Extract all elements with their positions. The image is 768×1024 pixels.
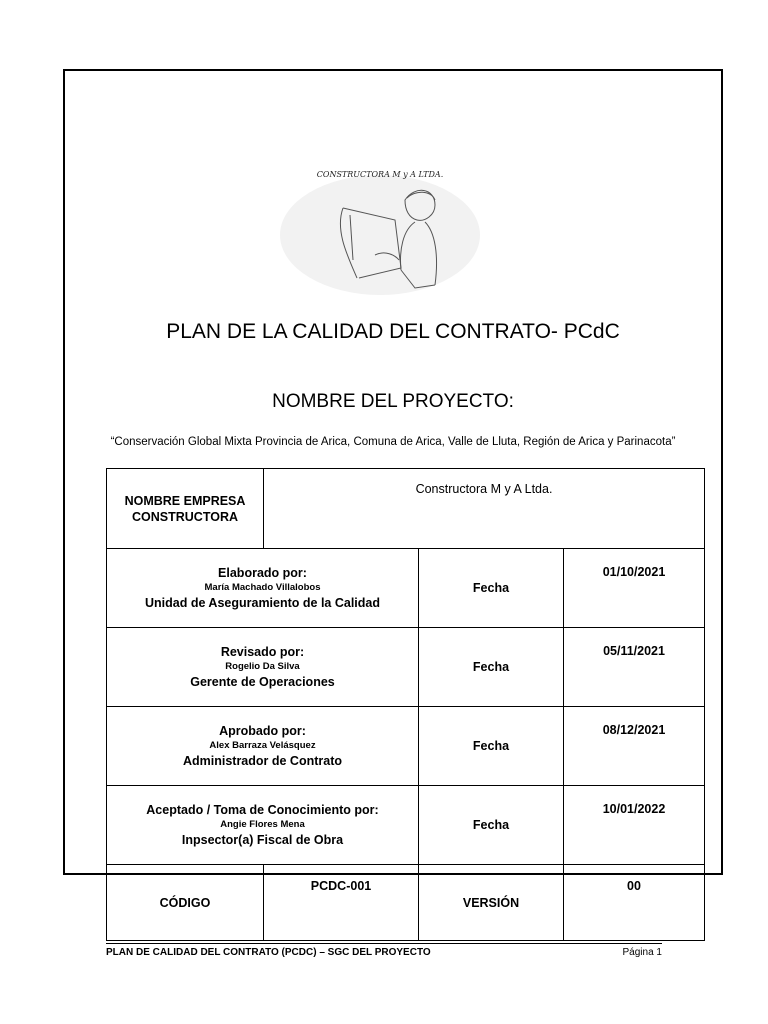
date-value: 05/11/2021: [564, 628, 705, 707]
page-footer: [106, 943, 662, 958]
date-label: Fecha: [419, 786, 564, 865]
approval-role: Revisado por:: [220, 645, 305, 659]
approval-role: Elaborado por:: [218, 566, 307, 580]
version-label: VERSIÓN: [419, 865, 564, 941]
approval-role-cell: [107, 707, 419, 786]
approval-person: María Machado Villalobos: [204, 582, 321, 593]
logo-text: CONSTRUCTORA M y A LTDA.: [316, 170, 444, 179]
approval-role-cell: [107, 549, 419, 628]
approval-role-cell: [107, 628, 419, 707]
company-row: [107, 469, 705, 549]
company-label-line2: CONSTRUCTORA: [131, 509, 239, 524]
company-logo: [275, 160, 485, 300]
approval-person: Angie Flores Mena: [220, 819, 305, 830]
approval-unit: Administrador de Contrato: [182, 754, 343, 768]
approval-unit: Unidad de Aseguramiento de la Calidad: [145, 596, 380, 610]
document-info-table: [106, 468, 705, 941]
version-value: 00: [564, 865, 705, 941]
approval-role: Aceptado / Toma de Conocimiento por:: [146, 803, 379, 817]
date-label: Fecha: [419, 549, 564, 628]
approval-row: [107, 786, 705, 865]
company-label-cell: [107, 469, 264, 549]
date-label: Fecha: [419, 707, 564, 786]
approval-role: Aprobado por:: [219, 724, 306, 738]
footer-page-number: Página 1: [622, 947, 662, 958]
page-title: PLAN DE LA CALIDAD DEL CONTRATO- PCdC: [166, 320, 620, 343]
approval-person: Rogelio Da Silva: [225, 661, 300, 672]
approval-row: [107, 628, 705, 707]
project-name: “Conservación Global Mixta Provincia de Arica, Comuna de Arica, Valle de Lluta, Región de Arica y Parinacota”: [110, 436, 676, 448]
code-value: PCDC-001: [264, 865, 419, 941]
date-value: 01/10/2021: [564, 549, 705, 628]
approval-row: [107, 707, 705, 786]
date-value: 10/01/2022: [564, 786, 705, 865]
approval-person: Alex Barraza Velásquez: [209, 740, 316, 751]
approval-unit: Inpsector(a) Fiscal de Obra: [181, 833, 344, 847]
project-label: NOMBRE DEL PROYECTO:: [272, 391, 514, 412]
company-label-line1: NOMBRE EMPRESA: [124, 493, 246, 508]
code-label: CÓDIGO: [107, 865, 264, 941]
footer-title: PLAN DE CALIDAD DEL CONTRATO (PCDC) – SGC DEL PROYECTO: [106, 947, 431, 958]
company-value: Constructora M y A Ltda.: [264, 469, 705, 549]
date-value: 08/12/2021: [564, 707, 705, 786]
logo-illustration: [275, 160, 485, 300]
approval-row: [107, 549, 705, 628]
date-label: Fecha: [419, 628, 564, 707]
approval-role-cell: [107, 786, 419, 865]
approval-unit: Gerente de Operaciones: [190, 675, 335, 689]
code-row: [107, 865, 705, 941]
